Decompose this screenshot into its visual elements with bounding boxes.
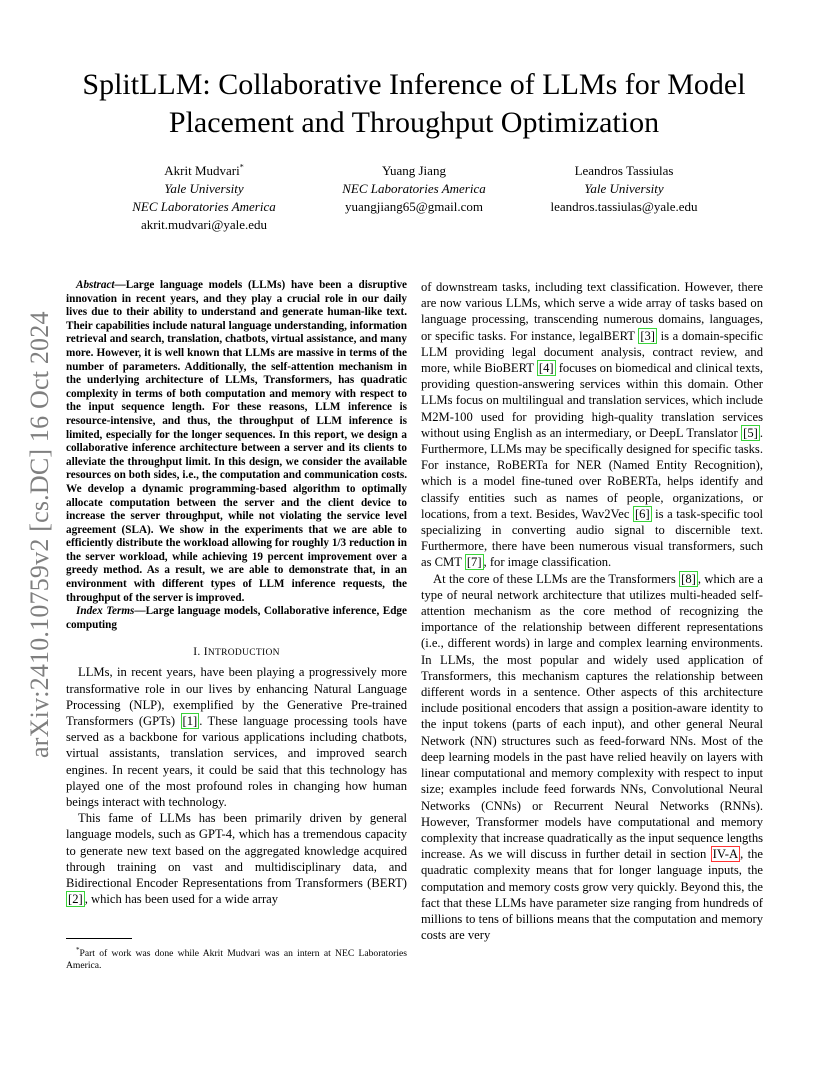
author-affiliation: Yale University [164,181,244,196]
body-text-run: of downstream tasks, including text classification. However, there are now various LLMs, which serve a wide array of tasks based on language processing, transcending numerous domains, languages, or specific tasks. For instance, legalBERT [421,280,763,343]
section-reference-link[interactable]: IV-A [712,847,739,862]
index-terms [66,605,407,632]
body-text-run: This fame of LLMs has been primarily driven by general language models, such as GPT-4, which has a tremendous capacity to generate new text based on the aggregated knowledge acquired through training on vast and multidisciplinary data, and Bidirectional Encoder Representations from Transformers (BERT) [66,811,407,891]
body-paragraph [421,279,763,571]
author-affiliation: Yale University [584,181,664,196]
citation-link[interactable]: [5] [743,425,758,440]
body-text-run: focuses on biomedical and clinical texts, providing question-answering services within this domain. Other LLMs focus on multilingual and translation services, which include M2M-100 used for providing high-quality translation services without using English as an intermediary, or DeepL Translator [421,361,763,440]
citation-link[interactable]: [1] [182,714,198,729]
citation-link[interactable]: [3] [640,328,655,343]
citation-link[interactable]: [2] [68,892,83,907]
footnote-divider [66,938,132,939]
author-block-3 [532,162,716,216]
author-affiliation: NEC Laboratories America [132,199,276,214]
abstract [66,279,407,605]
body-text-run: At the core of these LLMs are the Transformers [433,571,680,586]
body-text-run: , which has been used for a wide array [84,892,279,907]
author-email: leandros.tassiulas@yale.edu [550,199,698,214]
abstract-text: —Large language models (LLMs) have been a disruptive innovation in recent years, and they play a crucial role in our daily lives due to their ability to understand and generate human-like text. Their capabilities include natural language understanding, information retrieval and search, translation, chatbots, virtual assistance, and many more. However, it is well known that LLMs are massive in terms of the number of parameters. Additionally, the self-attention mechanism in the underlying architecture of LLMs, Transformers, has quadratic complexity in terms of both computation and memory with respect to the input sequence length. For these reasons, LLM inference is resource-intensive, and thus, the throughput of LLM inference is limited, especially for the longer sequences. In this report, we design a collaborative inference architecture between a server and its clients to alleviate the throughput limit. In this design, we consider the available resources on both sides, i.e., the computation and communication costs. We develop a dynamic programming-based algorithm to optimally allocate computation between the server and the client device to increase the server throughput, while not violating the service level agreement (SLA). We show in the experiments that we are able to efficiently distribute the workload allowing for roughly 1/3 reduction in the server workload, while achieving 19 percent improvement over a greedy method. As a result, we are able to demonstrate that, in an environment with different types of LLM inference requests, the throughput of the server is improved. [66,279,407,604]
left-column [66,279,407,907]
footnote-mark: * [76,945,80,954]
section-heading-introduction: I. INTRODUCTION [193,646,280,659]
abstract-lead: Abstract [76,279,115,291]
body-paragraph [66,810,407,907]
right-column [421,279,763,943]
citation-link[interactable]: [4] [538,361,554,376]
index-terms-lead: Index Terms [76,605,135,618]
citation-link[interactable]: [8] [681,571,696,586]
body-paragraph [66,664,407,810]
body-text-run: , the quadratic complexity means that for longer language inputs, the computation and memory costs grow very quickly. Beyond this, the fact that these LLMs have parameter size ranging from hundreds of millions to tens of billions means that the computation and memory costs are very [421,847,763,943]
body-text-run: . Furthermore, LLMs may be specifically designed for specific tasks. For instance, RoBERTa for NER (Named Entity Recognition), which is a model fine-tuned over RoBERTa, helps identify and classify entities such as names of people, organizations, or locations, from a text. Besides, Wav2Vec [421,425,763,521]
footnote-text: Part of work was done while Akrit Mudvari was an intern at NEC Laboratories America. [66,948,407,971]
paper-title: SplitLLM: Collaborative Inference of LLMs for Model Placement and Throughput Optimization [82,68,746,139]
left-body-text [66,664,407,907]
body-text-run: , for image classification. [483,555,612,570]
body-text-run: is a domain-specific LLM providing legal document analysis, contract review, and more, while BioBERT [421,328,763,376]
author-name: Yuang Jiang [382,163,446,178]
author-name: Leandros Tassiulas [574,163,674,178]
author-affiliation: NEC Laboratories America [342,181,486,196]
body-text-run: , which are a type of neural network architecture that utilizes multi-headed self-attention mechanism as the core method of recognizing the importance of the relationship between different representations (i.e., different words) in large and complex learning environments. In LLMs, the most popular and widely used application of Transformers, this mechanism captures the relationship between different words in a sentence. Other aspects of this architecture include positional encoders that assign a position-aware identity to the input tokens (parts of each input), and other general Neural Network (NN) structures such as feed-forward NNs. Most of the deep learning models in the past have relied heavily on layers with linear computational and memory complexity with respect to input size; examples include feed forwards NNs, Convolutional Neural Networks (CNNs) or Recurrent Neural Networks (RNNs). However, Transformer models have computational and memory complexity that increase quadratically as the input sequence lengths increase. As we will discuss in further detail in section [421,571,764,862]
footnote [66,945,407,972]
right-body-text [421,279,763,943]
body-text-run: is a task-specific tool specializing in converting audio signal to discernible text. Furthermore, there have been numerous visual transformers, such as CMT [421,506,763,570]
citation-link[interactable]: [6] [634,506,650,521]
index-terms-text: —Large language models, Collaborative inference, Edge computing [66,605,407,631]
body-text-run: LLMs, in recent years, have been playing a progressively more transformative role in our lives by enhancing Natural Language Processing (NLP), exemplified by the Generative Pre-trained Transformers (GPTs) [66,665,407,729]
author-block-1 [112,162,296,234]
citation-link[interactable]: [7] [466,555,482,570]
author-footnote-mark: * [239,162,244,172]
body-paragraph [421,571,763,944]
author-email: akrit.mudvari@yale.edu [140,217,268,232]
author-name: Akrit Mudvari* [164,162,244,178]
arxiv-identifier-stamp: arXiv:2410.10759v2 [cs.DC] 16 Oct 2024 [25,311,54,758]
author-block-2 [322,162,506,216]
body-text-run: . These language processing tools have served as a backbone for various applications including chatbots, virtual assistants, translation services, and improved search engines. In recent years, it could be said that this technology has played one of the most profound roles in changing how human beings interact with technology. [66,714,407,810]
author-email: yuangjiang65@gmail.com [345,199,483,214]
